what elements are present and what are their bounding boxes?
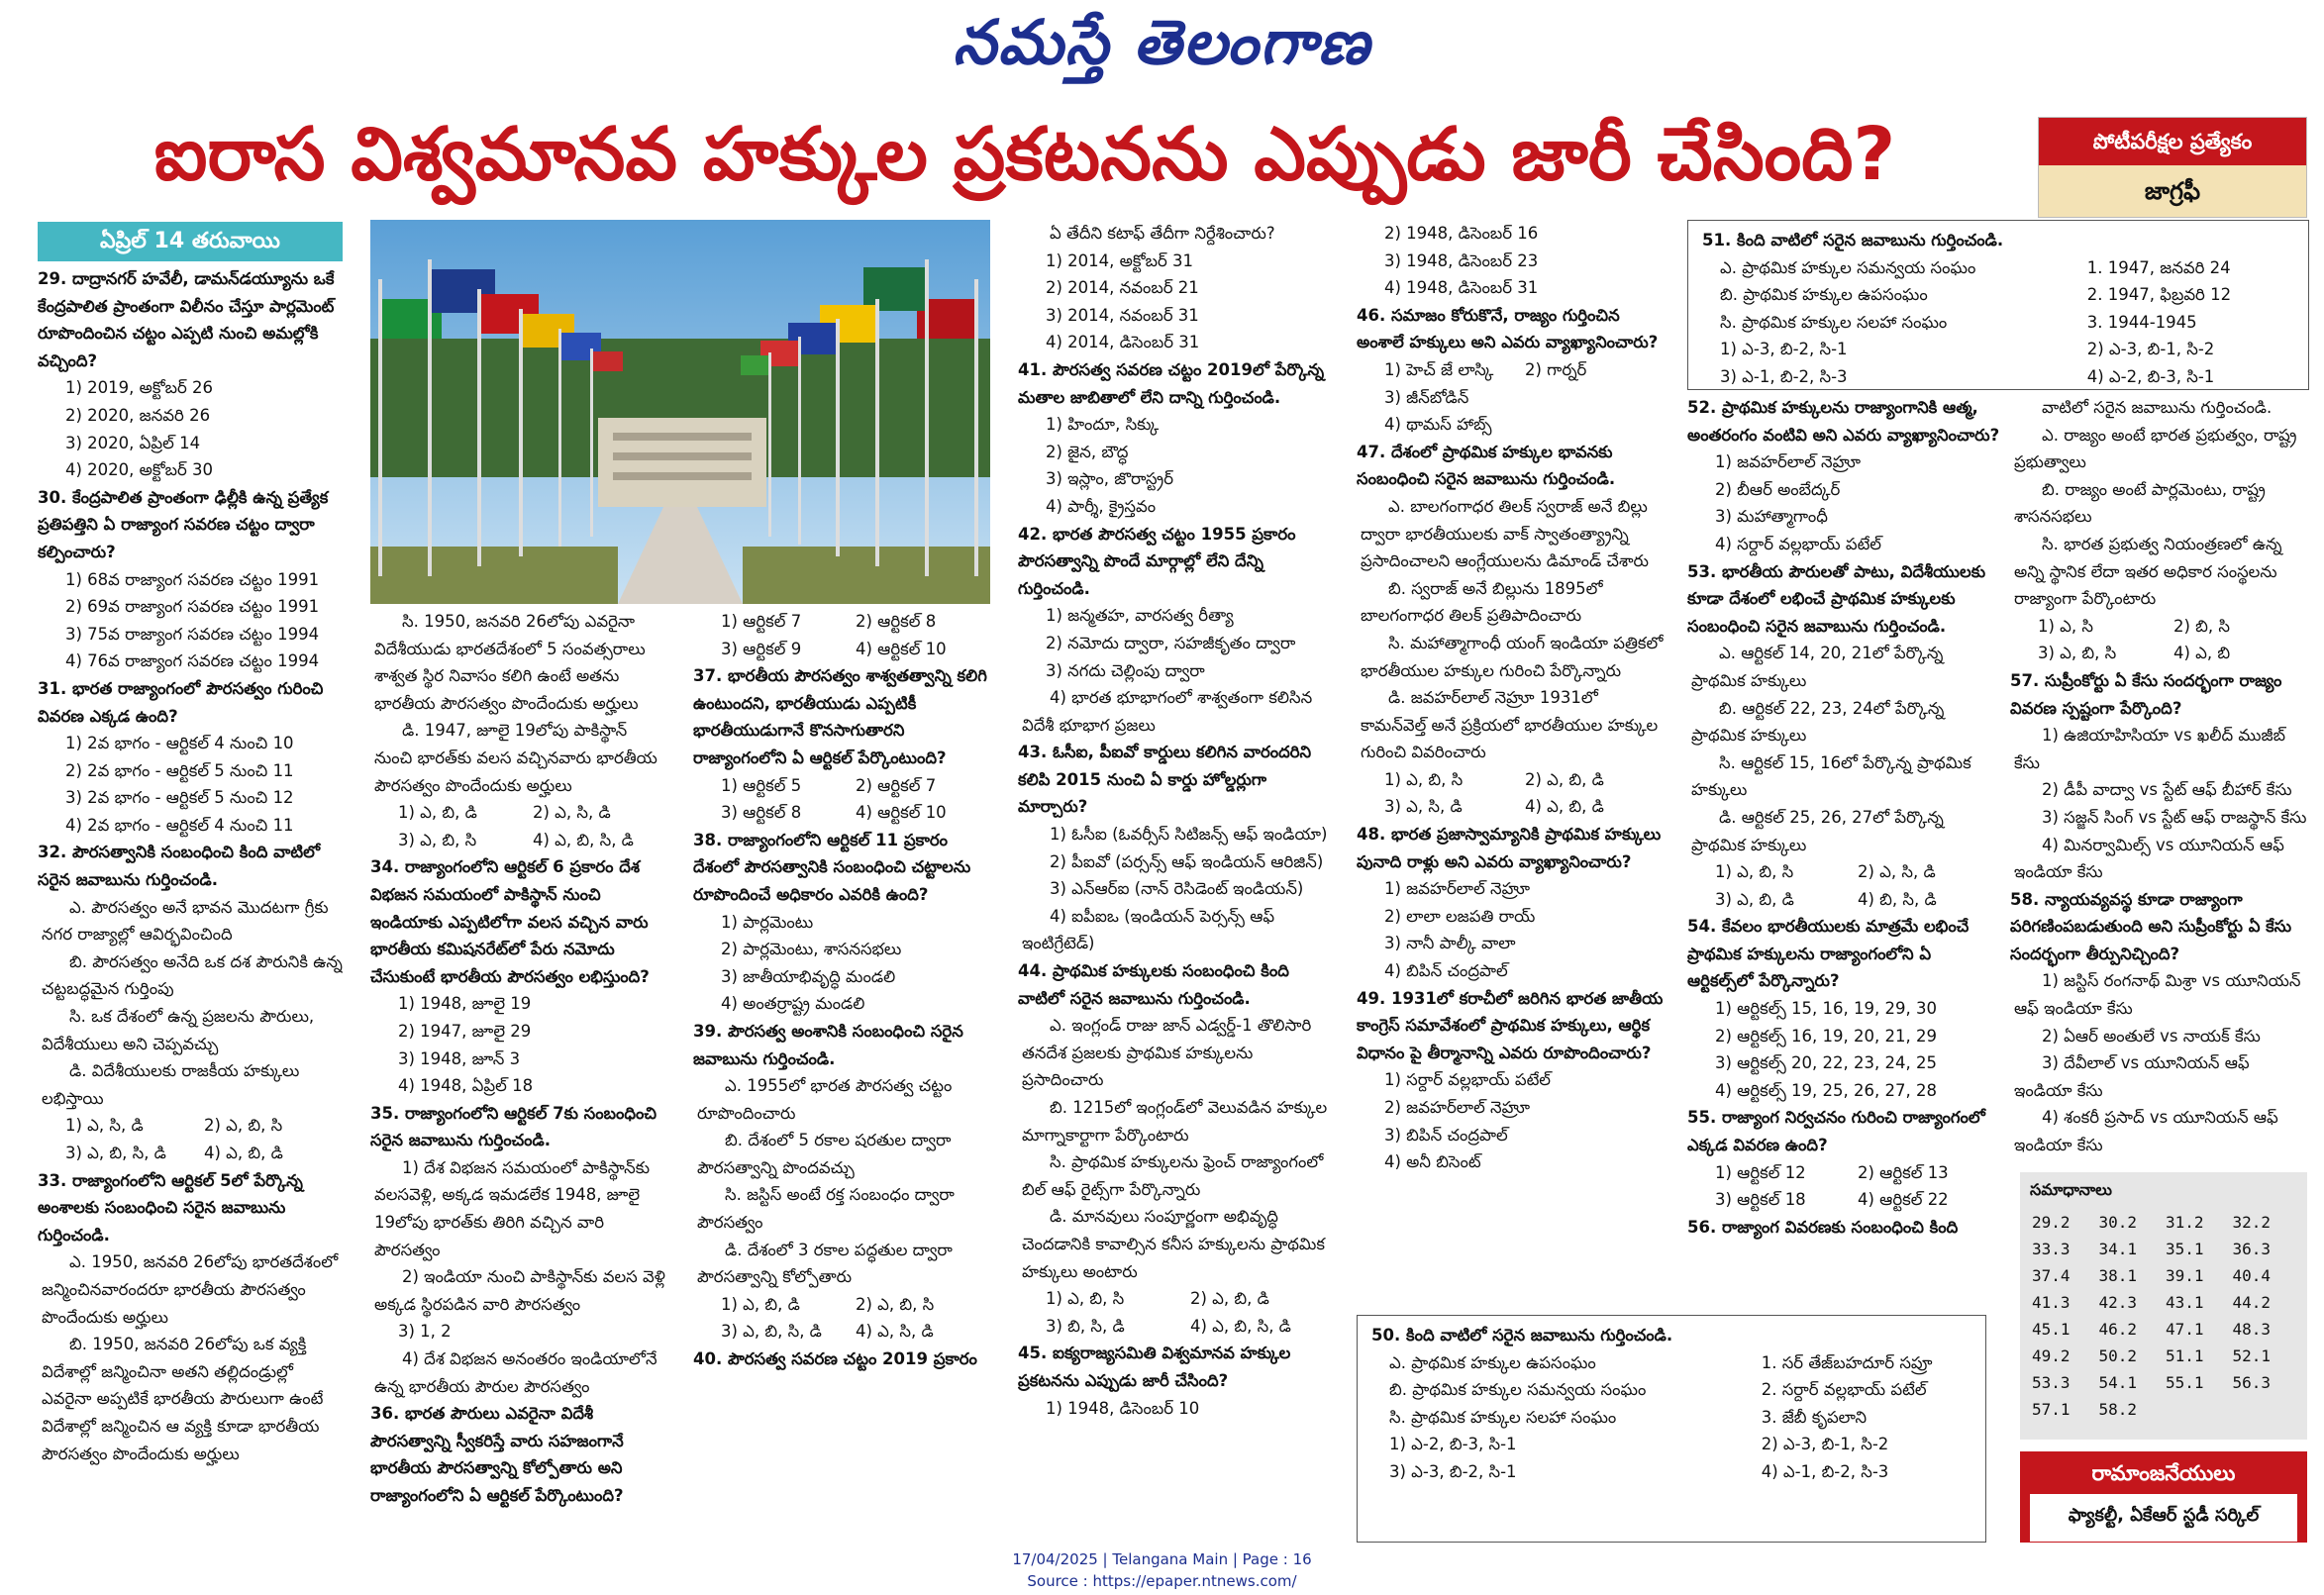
statement-text: సి. మహాత్మాగాంధీ యంగ్ ఇండియా పత్రికలో భారతీయుల హక్కుల గురించి పేర్కొన్నారు <box>1361 633 1664 680</box>
question-text: 31. భారత రాజ్యాంగంలో పౌరసత్వం గురించి వివరణ ఎక్కడ ఉంది? <box>38 678 324 726</box>
question-text: 42. భారత పౌరసత్వ చట్టం 1955 ప్రకారం పౌరసత్వాన్ని పొందే మార్గాల్లో లేని దేన్ని గుర్తించండి. <box>1018 524 1296 598</box>
option-pair <box>370 827 667 854</box>
column-6 <box>1687 394 2000 1315</box>
question-text: 36. భారత పౌరులు ఎవరైనా విదేశీ పౌరసత్వాన్ని స్వీకరిస్తే వారు సహజంగానే భారతీయ పౌరసత్వాన్ని కోల్పోతారు అని రాజ్యాంగంలోని ఏ ఆర్టికల్ పేర్కొంటుంది? <box>370 1404 624 1505</box>
footer-date-line: 17/04/2025 | Telangana Main | Page : 16 <box>1012 1550 1312 1568</box>
option-text: 1) 2వ భాగం - ఆర్టికల్ 4 నుంచి 10 <box>65 734 294 753</box>
statement-text: సి. 1950, జనవరి 26లోపు ఎవరైనా విదేశీయుడు భారతదేశంలో 5 సంవత్సరాలు శాశ్వత స్థిర నివాసం కలిగి ఉంటే అతను భారతీయ పౌరసత్వం పొందేందుకు అర్హులు <box>374 612 646 713</box>
statement-text: బి. పౌరసత్వం అనేది ఒక దశ పౌరునికి ఉన్న చట్టబద్ధమైన గుర్తింపు <box>42 951 343 999</box>
match-item: 4) ఎ-1, బి-2, సి-3 <box>1761 1461 1889 1481</box>
option-text: 1) ఎ, బి, సి <box>1046 1289 1125 1309</box>
answer-row <box>2030 1316 2297 1343</box>
option-text: 3) ఎ, సి, డి <box>1384 797 1463 817</box>
match-item: ఎ. ప్రాథమిక హక్కుల సమన్వయ సంఘం <box>1720 257 1976 277</box>
answer-cell <box>2231 1396 2298 1423</box>
statement-text: సి. భారత ప్రభుత్వ నియంత్రణలో ఉన్న అన్ని స్థానిక లేదా ఇతర అధికార సంస్థలను రాజ్యాంగా పేర్కొంటారు <box>2014 534 2282 609</box>
question-50-right <box>1744 1349 1971 1486</box>
option-text: 1) జవహర్‌లాల్ నెహ్రూ <box>1384 879 1531 899</box>
statement-text: సి. ఒక దేశంలో ఉన్న ప్రజలను పౌరులు, విదేశీయులు అని చెప్పవచ్చు <box>42 1007 315 1053</box>
option-text: 2) ఆర్టికల్ 8 <box>856 612 937 631</box>
question-text: 52. ప్రాథమిక హక్కులను రాజ్యాంగానికి ఆత్మ, అంతరంగం వంటివి అని ఎవరు వ్యాఖ్యానించారు? <box>1687 398 2000 445</box>
option-text: 4) ఆర్టికల్ 22 <box>1858 1190 1949 1210</box>
option-text: 2) ఎ, బి, డి <box>1190 1289 1269 1309</box>
option-text: 2) పార్లమెంటు, శాసనసభలు <box>721 940 902 959</box>
option-text: 1) 68వ రాజ్యాంగ సవరణ చట్టం 1991 <box>65 569 320 589</box>
statement-text: 4) ఐపీఐఒ (ఇండియన్ పెర్సన్స్ ఆఫ్ ఇంటిగ్రేటెడ్) <box>1022 906 1275 953</box>
option-pair <box>693 1318 990 1346</box>
option-text: 3) 1948, డిసెంబర్ 23 <box>1384 250 1539 270</box>
answer-cell: 46.2 <box>2098 1320 2138 1339</box>
option-text: 3) బిపిన్ చంద్రపాల్ <box>1384 1125 1508 1145</box>
question-text: 54. కేవలం భారతీయులకు మాత్రమే లభించే ప్రాథమిక హక్కులను రాజ్యాంగంలోని ఏ ఆర్టికల్స్‌లో పేర్కొన్నారు? <box>1687 917 1970 991</box>
option-text: 3) 2వ భాగం - ఆర్టికల్ 5 నుంచి 12 <box>65 788 294 808</box>
statement-text: 2) డీపీ వాద్వా vs స్టేట్ ఆఫ్ బీహార్ కేసు <box>2042 780 2292 800</box>
match-item: 3) ఎ-1, బి-2, సి-3 <box>1720 366 1848 386</box>
option-text: 4) అంతర్రాష్ట్ర మండలి <box>721 994 865 1014</box>
question-text: 49. 1931లో కరాచీలో జరిగిన భారత జాతీయ కాంగ్రెస్ సమావేశంలో ప్రాథమిక హక్కులు, ఆర్థిక విధానం పై తీర్మానాన్ని ఎవరు రూపొందించారు? <box>1357 988 1664 1062</box>
statement-text: సి. జస్టిస్ అంటే రక్త సంబంధం ద్వారా పౌరసత్వం <box>697 1185 955 1233</box>
option-text: 2) 2020, జనవరి 26 <box>65 405 211 425</box>
section-badge-subject: జాగ్రఫీ <box>2039 165 2306 217</box>
option-text: 1) ఆర్టికల్ 12 <box>1715 1162 1806 1182</box>
option-text: 4) బిపిన్ చంద్రపాల్ <box>1384 961 1508 981</box>
option-text: 4) సర్దార్ వల్లభాయ్ పటేల్ <box>1715 534 1882 553</box>
answer-row <box>2030 1236 2297 1262</box>
option-text: 2) ఆర్టికల్ 7 <box>856 775 937 795</box>
answer-row <box>2030 1369 2297 1396</box>
match-item: 1) ఎ-3, బి-2, సి-1 <box>1720 340 1848 359</box>
match-item: 3. 1944-1945 <box>2086 312 2197 332</box>
question-text: 32. పౌరసత్వానికి సంబంధించి కింది వాటిలో సరైన జవాబును గుర్తించండి. <box>38 843 321 890</box>
option-text: 1) ఆర్టికల్స్ 15, 16, 19, 29, 30 <box>1715 999 1937 1019</box>
option-text: 4) ఎ, బి, డి <box>204 1144 283 1162</box>
option-pair <box>38 1112 343 1140</box>
match-item: 2) ఎ-3, బి-1, సి-2 <box>2086 340 2215 359</box>
option-pair <box>1018 1285 1335 1313</box>
option-text: 2) ఆర్టికల్స్ 16, 19, 20, 21, 29 <box>1715 1026 1937 1046</box>
statement-text: బి. ఆర్టికల్ 22, 23, 24లో పేర్కొన్న ప్రాథమిక హక్కులు <box>1691 698 1945 746</box>
option-text: 3) 75వ రాజ్యాంగ సవరణ చట్టం 1994 <box>65 624 320 644</box>
option-text: 2) ఎ, సి, డి <box>1858 862 1936 882</box>
option-text: 4) ఎ, బి <box>2173 644 2231 663</box>
option-text: 2) ఎ, బి, డి <box>1525 769 1604 789</box>
option-pair <box>370 799 667 827</box>
option-pair <box>693 799 990 827</box>
author-box <box>2020 1451 2307 1543</box>
option-text: 3) ఎ, బి, సి <box>398 830 477 849</box>
option-text: 1) ఎ, బి, డి <box>721 1294 800 1314</box>
section-badge-top: పోటీపరీక్షల ప్రత్యేకం <box>2039 118 2306 165</box>
option-pair <box>38 1140 343 1167</box>
answer-cell: 52.1 <box>2232 1346 2272 1365</box>
answer-cell: 43.1 <box>2166 1293 2204 1312</box>
statement-text: 3) దేవీలాల్ vs యూనియన్ ఆఫ్ ఇండియా కేసు <box>2014 1053 2250 1100</box>
statement-text: డి. దేశంలో 3 రకాల పద్ధతుల ద్వారా పౌరసత్వాన్ని కోల్పోతారు <box>697 1240 953 1287</box>
question-text: 30. కేంద్రపాలిత ప్రాంతంగా ఢిల్లీకి ఉన్న ప్రత్యేక ప్రతిపత్తిని ఏ రాజ్యాంగ సవరణ చట్టం ద్వారా కల్పించారు? <box>38 487 329 561</box>
option-text: 3) నగదు చెల్లింపు ద్వారా <box>1046 660 1205 680</box>
option-text: 1) ఆర్టికల్ 5 <box>721 775 802 795</box>
author-description: ఫ్యాకల్టీ, ఏకేఆర్ స్టడీ సర్కిల్ <box>2068 1505 2260 1526</box>
statement-text: బి. 1215లో ఇంగ్లండ్‌లో వెలువడిన హక్కుల మాగ్నాకార్టాగా పేర్కొంటారు <box>1022 1098 1328 1145</box>
option-pair <box>1018 1313 1335 1341</box>
question-50-text: 50. కింది వాటిలో సరైన జవాబును గుర్తించండి. <box>1371 1326 1673 1345</box>
option-text: 2) ఎ, బి, సి <box>204 1116 283 1136</box>
option-text: 3) ఆర్టికల్స్ 20, 22, 23, 24, 25 <box>1715 1053 1937 1073</box>
option-pair <box>693 636 990 663</box>
option-text: 2) బి, సి <box>2173 616 2230 636</box>
answer-cell: 57.1 <box>2032 1400 2071 1419</box>
option-text: 1) పార్లమెంటు <box>721 912 814 932</box>
question-text: 40. పౌరసత్వ సవరణ చట్టం 2019 ప్రకారం <box>693 1349 977 1369</box>
statement-text: 3) ఎన్ఆర్ఐ (నాన్ రెసిడెంట్ ఇండియన్) <box>1050 879 1304 899</box>
option-text: 3) 1, 2 <box>398 1322 452 1342</box>
section-badge <box>2038 117 2307 218</box>
question-text: 33. రాజ్యాంగంలోని ఆర్టికల్ 5లో పేర్కొన్న అంశాలకు సంబంధించి సరైన జవాబును గుర్తించండి. <box>38 1170 303 1245</box>
question-text: 53. భారతీయ పౌరులతో పాటు, విదేశీయులకు కూడా దేశంలో లభించే ప్రాథమిక హక్కులకు సంబంధించి సరైన జవాబును గుర్తించండి. <box>1687 561 1986 636</box>
answer-cell: 53.3 <box>2032 1373 2071 1392</box>
statement-text: 4) మినర్వామిల్స్ vs యూనియన్ ఆఫ్ ఇండియా కేసు <box>2014 835 2284 882</box>
option-text: 1) జన్మతహ, వారసత్వ రీత్యా <box>1046 606 1234 626</box>
answer-row <box>2030 1209 2297 1236</box>
option-text: 4) బి, సి, డి <box>1858 889 1937 909</box>
match-item: 4) ఎ-2, బి-3, సి-1 <box>2086 366 2215 386</box>
statement-text: 1) ఉజియాహిసియా vs ఖలీద్ ముజీబ్ కేసు <box>2014 726 2285 772</box>
option-text: 3) జాతీయాభివృద్ధి మండలి <box>721 966 896 986</box>
answer-cell: 51.1 <box>2166 1346 2204 1365</box>
answer-cell: 54.1 <box>2098 1373 2138 1392</box>
option-text: 4) ఆర్టికల్ 10 <box>856 639 947 658</box>
option-text: 3) జీన్‌బోడిన్ <box>1384 387 1469 407</box>
answer-key-table <box>2030 1209 2297 1423</box>
option-text: 1) 2014, అక్టోబర్ 31 <box>1046 250 1193 270</box>
question-text: 55. రాజ్యాంగ నిర్వచనం గురించి రాజ్యాంగంలో ఎక్కడ వివరణ ఉంది? <box>1687 1108 1985 1155</box>
option-text: 3) 1948, జూన్ 3 <box>398 1048 521 1068</box>
option-text: 1) 2019, అక్టోబర్ 26 <box>65 378 213 398</box>
option-text: 3) 2014, నవంబర్ 31 <box>1046 305 1199 325</box>
statement-text: ఎ. బాలగంగాధర తిలక్ స్వరాజ్ అనే బిల్లు ద్వారా భారతీయులకు వాక్ స్వాతంత్య్రాన్ని ప్రసాదించాలని ఆంగ్లేయులను డిమాండ్ చేశారు <box>1361 496 1649 571</box>
statement-text: 1) జస్టిస్ రంగనాథ్ మిశ్రా vs యూనియన్ ఆఫ్ ఇండియా కేసు <box>2014 971 2301 1019</box>
statement-text: సి. ఆర్టికల్ 15, 16లో పేర్కొన్న ప్రాథమిక హక్కులు <box>1691 752 1971 800</box>
answer-cell: 47.1 <box>2166 1320 2204 1339</box>
statement-text: 2) ఏఆర్ అంతులే vs నాయక్ కేసు <box>2042 1026 2261 1046</box>
option-text: 2) 2వ భాగం - ఆర్టికల్ 5 నుంచి 11 <box>65 760 294 780</box>
statement-text: 2) పీఐవో (పర్సన్స్ ఆఫ్ ఇండియన్ ఆరిజిన్) <box>1050 851 1324 871</box>
answer-cell: 35.1 <box>2166 1240 2204 1258</box>
option-pair <box>693 1291 990 1319</box>
match-item: బి. ప్రాథమిక హక్కుల సమన్వయ సంఘం <box>1389 1380 1647 1400</box>
statement-text: బి. రాజ్యం అంటే పార్లమెంటు, రాష్ట్ర శాసనసభలు <box>2014 479 2266 527</box>
match-item: సి. ప్రాథమిక హక్కుల సలహా సంఘం <box>1720 312 1948 332</box>
statement-text: డి. మానవులు సంపూర్ణంగా అభివృద్ధి చెందడానికి కావాల్సిన కనీస హక్కులను ప్రాథమిక హక్కులు అంటారు <box>1022 1207 1325 1281</box>
answer-cell: 36.3 <box>2232 1240 2272 1258</box>
option-pair <box>2010 613 2309 641</box>
answer-cell: 40.4 <box>2232 1266 2272 1285</box>
question-50-box <box>1357 1315 1986 1543</box>
flags-image-icon <box>370 220 990 604</box>
column-5 <box>1357 220 1666 1309</box>
match-item: సి. ప్రాథమిక హక్కుల సలహా సంఘం <box>1389 1407 1617 1427</box>
continuation-label: ఏప్రిల్ 14 తరువాయి <box>38 222 343 261</box>
column-1 <box>38 265 343 1552</box>
option-text: 3) ఆర్టికల్ 8 <box>721 803 802 823</box>
statement-text: డి. జవహర్‌లాల్ నెహ్రూ 1931లో కామన్‌వెల్త్ అనే ప్రక్రియలో భారతీయుల హక్కుల గురించి వివరించారు <box>1361 688 1659 762</box>
answer-cell: 38.1 <box>2098 1266 2138 1285</box>
column-4 <box>1018 220 1335 1552</box>
option-text: 2) నమోదు ద్వారా, సహజీకృతం ద్వారా <box>1046 633 1296 652</box>
statement-text: డి. 1947, జూలై 19లోపు పాకిస్థాన్ నుంచి భారత్‌కు వలస వచ్చినవారు భారతీయ పౌరసత్వం పొందేందుకు అర్హులు <box>374 721 657 795</box>
option-text: 1) హిందూ, సిక్కు <box>1046 415 1160 435</box>
match-item: 2) ఎ-3, బి-1, సి-2 <box>1761 1435 1889 1454</box>
match-item: 1) ఎ-2, బి-3, సి-1 <box>1389 1435 1517 1454</box>
option-text: 4) 2014, డిసెంబర్ 31 <box>1046 333 1200 352</box>
match-item: 1. సర్ తేజ్‌బహదూర్ సప్రూ <box>1761 1352 1933 1372</box>
option-pair <box>1687 886 2000 914</box>
answer-cell: 31.2 <box>2166 1213 2204 1232</box>
statement-text: 4) భారత భూభాగంలో శాశ్వతంగా కలిసిన విదేశీ భూభాగ ప్రజలు <box>1022 688 1313 735</box>
statement-text: 2) ఇండియా నుంచి పాకిస్థాన్‌కు వలస వెళ్లి అక్కడ స్థిరపడిన వారి పౌరసత్వం <box>374 1267 665 1314</box>
statement-text: ఎ. పౌరసత్వం అనే భావన మొదటగా గ్రీకు నగర రాజ్యాల్లో ఆవిర్భవించింది <box>42 897 329 945</box>
option-text: 3) బి, సి, డి <box>1046 1316 1125 1336</box>
answer-cell: 45.1 <box>2032 1320 2071 1339</box>
question-text: 58. న్యాయవ్యవస్థ కూడా రాజ్యాంగా పరిగణింపబడుతుంది అని సుప్రీంకోర్టు ఏ కేసు సందర్భంగా తీర్పునిచ్చింది? <box>2010 889 2292 963</box>
option-text: 4) ఎ, సి, డి <box>856 1322 934 1342</box>
match-item: ఎ. ప్రాథమిక హక్కుల ఉపసంఘం <box>1389 1352 1596 1372</box>
option-text: 1) ఎ, బి, డి <box>398 803 477 823</box>
option-text: 3) ఎ, బి, డి <box>1715 889 1794 909</box>
answer-cell: 41.3 <box>2032 1293 2071 1312</box>
option-text: 3) ఎ, బి, సి <box>2038 644 2117 663</box>
statement-text: సి. ప్రాథమిక హక్కులను ఫ్రెంచ్ రాజ్యాంగంలో బిల్ ఆఫ్ రైట్స్‌గా పేర్కొన్నారు <box>1022 1152 1324 1199</box>
option-text: 4) ఎ, బి, డి <box>1525 797 1604 817</box>
option-pair <box>1357 766 1666 794</box>
answer-cell: 37.4 <box>2032 1266 2071 1285</box>
answer-row <box>2030 1396 2297 1423</box>
answer-cell: 55.1 <box>2166 1373 2204 1392</box>
option-text: 2) 1948, డిసెంబర్ 16 <box>1384 224 1539 243</box>
option-text: 1) ఎ, బి, సి <box>1384 769 1464 789</box>
question-51-box <box>1687 220 2309 390</box>
option-text: 1) హెచ్ జే లాస్కి <box>1384 359 1494 379</box>
statement-text: డి. ఆర్టికల్ 25, 26, 27లో పేర్కొన్న ప్రాథమిక హక్కులు <box>1691 807 1944 854</box>
option-pair <box>1357 793 1666 821</box>
match-item: 3. జేబీ కృపలాని <box>1761 1407 1868 1427</box>
match-item: 3) ఎ-3, బి-2, సి-1 <box>1389 1461 1517 1481</box>
option-text: 3) ఎ, బి, సి, డి <box>721 1322 822 1342</box>
option-text: 1) 1948, జూలై 19 <box>398 994 532 1014</box>
column-2 <box>370 608 667 1552</box>
question-text: 44. ప్రాథమిక హక్కులకు సంబంధించి కింది వాటిలో సరైన జవాబును గుర్తించండి. <box>1018 961 1289 1008</box>
option-text: 3) ఎ, బి, సి, డి <box>65 1144 166 1162</box>
masthead-logo: నమస్తే తెలంగాణ <box>953 6 1371 78</box>
option-text: 3) మహాత్మాగాంధీ <box>1715 507 1828 527</box>
option-text: 2) జైన, బౌద్ధ <box>1046 442 1129 461</box>
answer-cell: 42.3 <box>2098 1293 2138 1312</box>
option-text: 2) ఆర్టికల్ 13 <box>1858 1162 1949 1182</box>
statement-text: వాటిలో సరైన జవాబును గుర్తించండి. <box>2042 398 2273 417</box>
option-text: 2) జవహర్‌లాల్ నెహ్రూ <box>1384 1098 1531 1117</box>
option-pair <box>1687 1186 2000 1214</box>
question-51-right <box>2070 254 2294 391</box>
statement-text: ఎ. ఆర్టికల్ 14, 20, 21లో పేర్కొన్న ప్రాథమిక హక్కులు <box>1691 644 1944 690</box>
option-text: 4) ఎ, బి, సి, డి <box>533 830 634 849</box>
answer-cell: 49.2 <box>2032 1346 2071 1365</box>
answer-row <box>2030 1289 2297 1316</box>
statement-text: బి. స్వరాజ్ అనే బిల్లును 1895లో బాలగంగాధర తిలక్ ప్రతిపాదించారు <box>1361 578 1603 626</box>
statement-text: 4) శంకరీ ప్రసాద్ vs యూనియన్ ఆఫ్ ఇండియా కేసు <box>2014 1108 2278 1155</box>
option-text: 4) థామస్ హాబ్స్ <box>1384 415 1492 435</box>
option-text: 4) 1948, ఏప్రిల్ 18 <box>398 1076 534 1096</box>
option-text: 1) ఆర్టికల్ 7 <box>721 612 802 631</box>
statement-text: ఎ. 1950, జనవరి 26లోపు భారతదేశంలో జన్మించినవారందరూ భారతీయ పౌరసత్వం పొందేందుకు అర్హులు <box>42 1252 339 1327</box>
answer-key-heading: సమాధానాలు <box>2030 1180 2112 1199</box>
option-text: 3) 2020, ఏప్రిల్ 14 <box>65 433 201 452</box>
option-text: 1) 1948, డిసెంబర్ 10 <box>1046 1398 1200 1418</box>
option-text: 4) ఆర్టికల్ 10 <box>856 803 947 823</box>
answer-row <box>2030 1262 2297 1289</box>
option-text: 2) బీఆర్ అంబేద్కర్ <box>1715 479 1841 499</box>
page-headline: ఐరాస విశ్వమానవ హక్కుల ప్రకటనను ఎప్పుడు జారీ చేసింది? <box>153 112 1896 197</box>
question-text: 57. సుప్రీంకోర్టు ఏ కేసు సందర్భంగా రాజ్యం వివరణ స్పష్టంగా పేర్కొంది? <box>2010 670 2282 718</box>
question-51-left <box>1702 254 2070 391</box>
answer-cell: 58.2 <box>2098 1400 2138 1419</box>
option-text: 2) 2014, నవంబర్ 21 <box>1046 278 1199 298</box>
answer-cell: 33.3 <box>2032 1240 2071 1258</box>
answer-cell <box>2164 1396 2231 1423</box>
answer-cell: 32.2 <box>2232 1213 2272 1232</box>
question-50-left <box>1371 1349 1744 1486</box>
match-item: బి. ప్రాథమిక హక్కుల ఉపసంఘం <box>1720 285 1928 305</box>
option-text: 1) ఎ, బి, సి <box>1715 862 1794 882</box>
option-text: 4) 1948, డిసెంబర్ 31 <box>1384 278 1539 298</box>
option-text: 2) 69వ రాజ్యాంగ సవరణ చట్టం 1991 <box>65 597 320 617</box>
option-text: 1) సర్దార్ వల్లభాయ్ పటేల్ <box>1384 1070 1552 1090</box>
un-flags-photo <box>370 220 990 604</box>
match-item: 2. సర్దార్ వల్లభాయ్ పటేల్ <box>1761 1380 1927 1400</box>
statement-text: బి. 1950, జనవరి 26లోపు ఒక వ్యక్తి విదేశాల్లో జన్మించినా అతని తల్లిదండ్రుల్లో ఎవరైనా అప్పటికే భారతీయ పౌరులుగా ఉంటే విదేశాల్లో జన్మించిన ఆ వ్యక్తి కూడా భారతీయ పౌరసత్వం పొందేందుకు అర్హులు <box>42 1335 324 1463</box>
author-name: రామాంజనేయులు <box>2030 1452 2297 1494</box>
question-text: 46. సమాజం కోరుకొనే, రాజ్యం గుర్తించిన అంశాలే హక్కులు అని ఎవరు వ్యాఖ్యానించారు? <box>1357 305 1659 352</box>
statement-text: 1) దేశ విభజన సమయంలో పాకిస్థాన్‌కు వలసవెళ్లి, అక్కడ ఇమడలేక 1948, జూలై 19లోపు భారత్‌కు తిరిగి వచ్చిన వారి పౌరసత్వం <box>374 1157 651 1259</box>
question-text: 56. రాజ్యాంగ వివరణకు సంబంధించి కింది <box>1687 1217 1959 1237</box>
statement-text: 3) సజ్జన్ సింగ్ vs స్టేట్ ఆఫ్ రాజస్థాన్ కేసు <box>2042 807 2307 827</box>
question-text: 41. పౌరసత్వ సవరణ చట్టం 2019లో పేర్కొన్న మతాల జాబితాలో లేని దాన్ని గుర్తించండి. <box>1018 359 1325 407</box>
option-text: 1) ఎ, సి <box>2038 616 2093 636</box>
statement-text: ఎ. 1955లో భారత పౌరసత్వ చట్టం రూపొందించారు <box>697 1076 953 1123</box>
option-text: 2) లాలా లజపతి రాయ్ <box>1384 906 1536 926</box>
column-7 <box>2010 394 2309 1168</box>
answer-cell: 48.3 <box>2232 1320 2272 1339</box>
question-text: 37. భారతీయ పౌరసత్వం శాశ్వతత్వాన్ని కలిగి ఉంటుందని, భారతీయుడు ఎప్పటికీ భారతీయుడుగానే కొనసాగుతారని రాజ్యాంగంలోని ఏ ఆర్టికల్ పేర్కొంటుంది? <box>693 666 987 767</box>
option-pair <box>2010 640 2309 667</box>
question-text: 45. ఐక్యరాజ్యసమితి విశ్వమానవ హక్కుల ప్రకటనను ఎప్పుడు జారీ చేసింది? <box>1018 1344 1291 1390</box>
option-text: 3) ఇస్లాం, జొరాస్ట్రర్ <box>1046 469 1174 489</box>
answer-row <box>2030 1343 2297 1369</box>
question-text: 43. ఓసీఐ, పీఐవో కార్డులు కలిగిన వారందరిని కలిపి 2015 నుంచి ఏ కార్డు హోల్డర్లుగా మార్చారు? <box>1018 743 1312 817</box>
option-text: 4) 76వ రాజ్యాంగ సవరణ చట్టం 1994 <box>65 651 320 671</box>
option-text: 4) 2వ భాగం - ఆర్టికల్ 4 నుంచి 11 <box>65 815 294 835</box>
statement-text: ఎ. ఇంగ్లండ్ రాజు జాన్ ఎడ్వర్డ్-1 తొలిసారి తనదేశ ప్రజలకు ప్రాథమిక హక్కులను ప్రసాదించారు <box>1022 1016 1312 1090</box>
option-pair <box>693 608 990 636</box>
question-text: 39. పౌరసత్వ అంశానికి సంబంధించి సరైన జవాబును గుర్తించండి. <box>693 1021 963 1068</box>
answer-cell: 29.2 <box>2032 1213 2071 1232</box>
option-text: 4) ఆర్టికల్స్ 19, 25, 26, 27, 28 <box>1715 1080 1937 1100</box>
answer-cell: 39.1 <box>2166 1266 2204 1285</box>
option-text: 4) అనీ బిసెంట్ <box>1384 1152 1481 1172</box>
statement-text: ఏ తేదీని కటాఫ్ తేదీగా నిర్దేశించారు? <box>1050 224 1275 243</box>
answer-cell: 44.2 <box>2232 1293 2272 1312</box>
column-3 <box>693 608 990 1552</box>
question-text: 48. భారత ప్రజాస్వామ్యానికి ప్రాథమిక హక్కులు పునాది రాళ్లు అని ఎవరు వ్యాఖ్యానించారు? <box>1357 825 1662 871</box>
option-text: 4) ఎ, బి, సి, డి <box>1190 1316 1291 1336</box>
question-text: 47. దేశంలో ప్రాథమిక హక్కుల భావనకు సంబంధించి సరైన జవాబును గుర్తించండి. <box>1357 442 1616 489</box>
answer-key-box <box>2020 1172 2307 1440</box>
option-text: 3) ఆర్టికల్ 18 <box>1715 1190 1806 1210</box>
option-pair <box>693 772 990 800</box>
answer-cell: 30.2 <box>2098 1213 2138 1232</box>
statement-text: ఎ. రాజ్యం అంటే భారత ప్రభుత్వం, రాష్ట్ర ప్రభుత్వాలు <box>2014 425 2297 472</box>
option-text: 3) ఆర్టికల్ 9 <box>721 639 802 658</box>
option-text: 2) ఎ, సి, డి <box>533 803 611 823</box>
footer-source-link[interactable]: Source : https://epaper.ntnews.com/ <box>1027 1572 1297 1590</box>
option-pair <box>1687 858 2000 886</box>
question-text: 38. రాజ్యాంగంలోని ఆర్టికల్ 11 ప్రకారం దేశంలో పౌరసత్వానికి సంబంధించి చట్టాలను రూపొందించే అధికారం ఎవరికి ఉంది? <box>693 830 971 904</box>
statement-text: డి. విదేశీయులకు రాజకీయ హక్కులు లభిస్తాయి <box>42 1061 300 1108</box>
question-text: 29. దాద్రానగర్ హవేలీ, డామన్‌డయ్యూను ఒకే కేంద్రపాలిత ప్రాంతంగా విలీనం చేస్తూ పార్లమెంట్ రూపొందించిన చట్టం ఎప్పటి నుంచి అమల్లోకి వచ్చింది? <box>38 269 335 370</box>
option-pair <box>1687 1159 2000 1187</box>
option-text: 4) పార్శీ, క్రైస్తవం <box>1046 496 1157 516</box>
option-text: 1) జవహర్‌లాల్ నెహ్రూ <box>1715 452 1862 472</box>
answer-cell: 50.2 <box>2098 1346 2138 1365</box>
option-text: 4) 2020, అక్టోబర్ 30 <box>65 460 213 480</box>
option-text: 3) నానీ పాల్కీ వాలా <box>1384 934 1516 953</box>
statement-text: బి. దేశంలో 5 రకాల షరతుల ద్వారా పౌరసత్వాన్ని పొందవచ్చు <box>697 1131 952 1177</box>
answer-cell: 34.1 <box>2098 1240 2138 1258</box>
option-text: 1) ఎ, సి, డి <box>65 1116 144 1136</box>
statement-text: 1) ఓసీఐ (ఓవర్సీస్ సిటిజన్స్ ఆఫ్ ఇండియా) <box>1050 825 1328 845</box>
statement-text: 4) దేశ విభజన అనంతరం ఇండియాలోనే ఉన్న భారతీయ పౌరుల పౌరసత్వం <box>374 1349 657 1396</box>
question-text: 35. రాజ్యాంగంలోని ఆర్టికల్ 7కు సంబంధించి సరైన జవాబును గుర్తించండి. <box>370 1103 657 1150</box>
option-text: 2) ఎ, బి, సి <box>856 1294 935 1314</box>
option-text: 2) 1947, జూలై 29 <box>398 1021 532 1041</box>
question-text: 34. రాజ్యాంగంలోని ఆర్టికల్ 6 ప్రకారం దేశ విభజన సమయంలో పాకిస్థాన్ నుంచి ఇండియాకు ఎప్పటిలోగా వలస వచ్చిన వారు భారతీయ కమిషనరేట్‌లో పేరు నమోదు చేసుకుంటే భారతీయ పౌరసత్వం లభిస్తుంది? <box>370 857 650 986</box>
match-item: 1. 1947, జనవరి 24 <box>2086 257 2231 277</box>
answer-cell: 56.3 <box>2232 1373 2272 1392</box>
question-51-text: 51. కింది వాటిలో సరైన జవాబును గుర్తించండి. <box>1702 231 2004 249</box>
match-item: 2. 1947, ఫిబ్రవరి 12 <box>2086 285 2232 305</box>
option-text: 2) గార్నర్ <box>1525 359 1587 379</box>
option-pair <box>1357 356 1666 384</box>
